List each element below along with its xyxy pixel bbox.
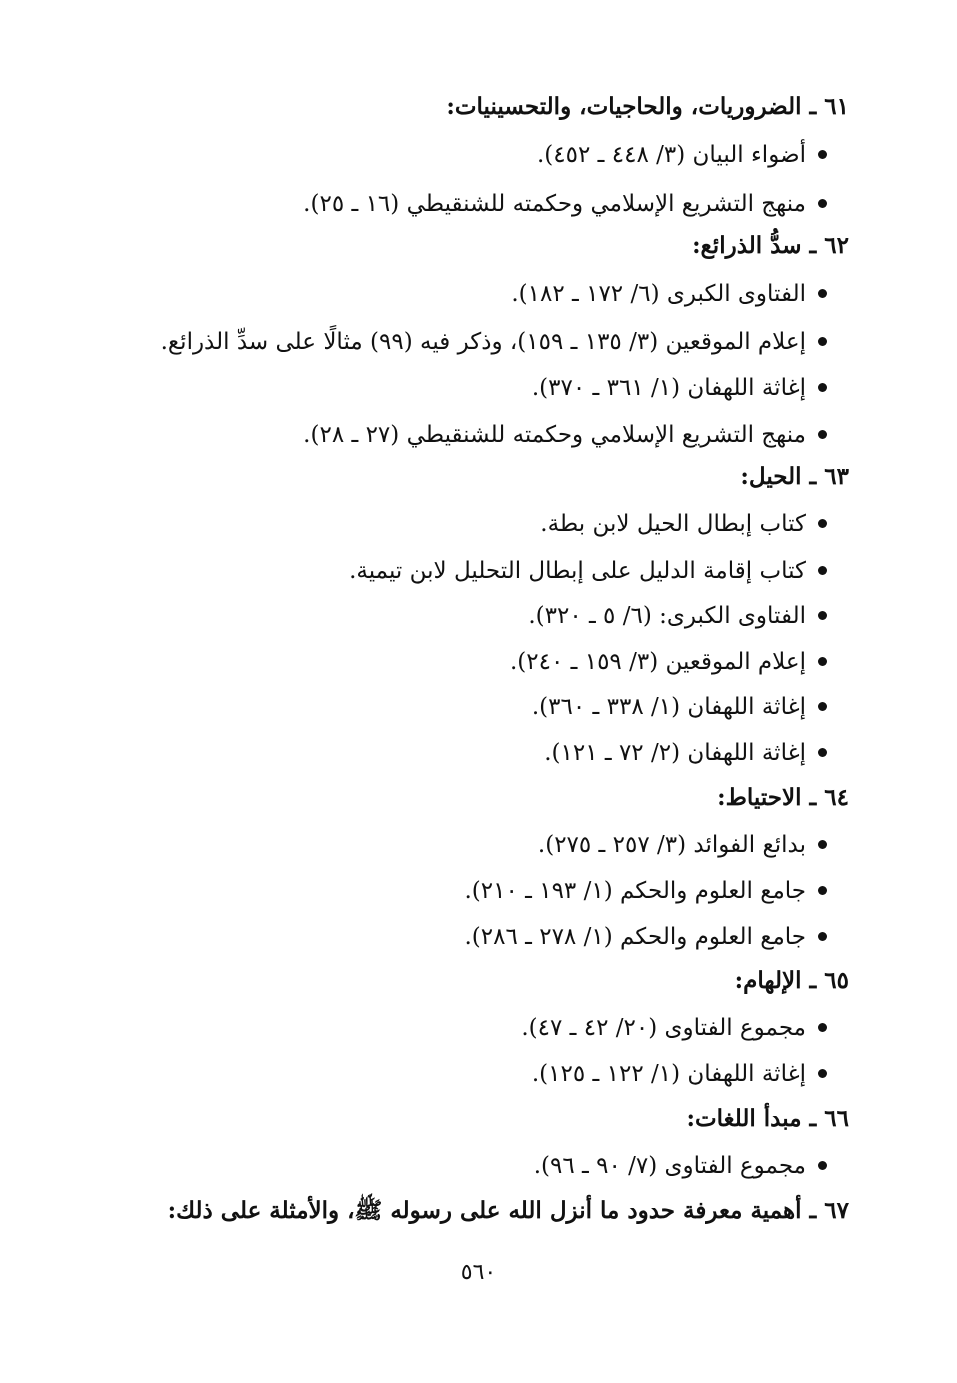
list-item — [532, 373, 827, 403]
bullet-icon — [818, 1023, 827, 1032]
bullet-icon — [818, 1069, 827, 1078]
list-item — [349, 556, 827, 586]
list-item — [538, 830, 827, 860]
bullet-icon — [818, 150, 827, 159]
list-item — [528, 601, 827, 631]
item-text: إعلام الموقعين (٣/ ١٣٥ ـ ١٥٩)، وذكر فيه (٩٩) مثالًا على سدِّ الذرائع. — [160, 329, 806, 355]
list-item — [532, 1059, 827, 1089]
item-text: جامع العلوم والحكم (١/ ١٩٣ ـ ٢١٠). — [464, 878, 806, 904]
list-item — [532, 692, 827, 722]
bullet-icon — [818, 702, 827, 711]
list-item — [510, 647, 827, 677]
item-text: بدائع الفوائد (٣/ ٢٥٧ ـ ٢٧٥). — [537, 832, 806, 858]
bullet-icon — [818, 383, 827, 392]
item-text: منهج التشريع الإسلامي وحكمته للشنقيطي (٢٧ ـ ٢٨). — [303, 422, 806, 448]
list-item — [161, 327, 827, 357]
bullet-icon — [818, 886, 827, 895]
list-item — [537, 140, 827, 170]
bullet-icon — [818, 566, 827, 575]
section-heading-67: ٦٧ ـ أهمية معرفة حدود ما أنزل الله على رسوله ﷺ، والأمثلة على ذلك: — [167, 1197, 849, 1224]
section-heading-64: ٦٤ ـ الاحتياط: — [717, 784, 849, 811]
section-heading-66: ٦٦ ـ مبدأ اللغات: — [686, 1105, 849, 1132]
bullet-icon — [818, 1161, 827, 1170]
item-text: الفتاوى الكبرى: (٦/ ٥ ـ ٣٢٠). — [528, 603, 806, 629]
bullet-icon — [818, 337, 827, 346]
bullet-icon — [818, 932, 827, 941]
bullet-icon — [818, 611, 827, 620]
bullet-icon — [818, 289, 827, 298]
section-heading-63: ٦٣ ـ الحيل: — [740, 463, 849, 490]
list-item — [540, 509, 827, 539]
list-item — [464, 876, 827, 906]
list-item — [544, 738, 827, 768]
list-item — [303, 420, 827, 450]
item-text: إغاثة اللهفان (٢/ ٧٢ ـ ١٢١). — [544, 740, 806, 766]
item-text: أضواء البيان (٣/ ٤٤٨ ـ ٤٥٢). — [537, 142, 806, 168]
item-text: إغاثة اللهفان (١/ ٣٣٨ ـ ٣٦٠). — [531, 694, 806, 720]
page-number: ٥٦٠ — [460, 1260, 497, 1285]
bullet-icon — [818, 430, 827, 439]
list-item — [464, 922, 827, 952]
section-heading-62: ٦٢ ـ سدُّ الذرائع: — [692, 232, 849, 259]
item-text: الفتاوى الكبرى (٦/ ١٧٢ ـ ١٨٢). — [511, 281, 806, 307]
item-text: كتاب إبطال الحيل لابن بطة. — [540, 511, 806, 537]
section-heading-61: ٦١ ـ الضروريات، والحاجيات، والتحسينيات: — [446, 93, 849, 120]
item-text: إعلام الموقعين (٣/ ١٥٩ ـ ٢٤٠). — [509, 649, 806, 675]
bullet-icon — [818, 519, 827, 528]
bullet-icon — [818, 657, 827, 666]
list-item — [303, 189, 827, 219]
list-item — [511, 279, 827, 309]
bullet-icon — [818, 748, 827, 757]
item-text: جامع العلوم والحكم (١/ ٢٧٨ ـ ٢٨٦). — [464, 924, 806, 950]
bullet-icon — [818, 199, 827, 208]
bullet-icon — [818, 840, 827, 849]
item-text: مجموع الفتاوى (٧/ ٩٠ ـ ٩٦). — [533, 1153, 806, 1179]
item-text: كتاب إقامة الدليل على إبطال التحليل لابن تيمية. — [349, 558, 806, 584]
item-text: إغاثة اللهفان (١/ ١٢٢ ـ ١٢٥). — [531, 1061, 806, 1087]
item-text: منهج التشريع الإسلامي وحكمته للشنقيطي (١٦ ـ ٢٥). — [303, 191, 806, 217]
item-text: مجموع الفتاوى (٢٠/ ٤٢ ـ ٤٧). — [521, 1015, 806, 1041]
list-item — [521, 1013, 827, 1043]
section-heading-65: ٦٥ ـ الإلهام: — [734, 967, 849, 994]
item-text: إغاثة اللهفان (١/ ٣٦١ ـ ٣٧٠). — [531, 375, 806, 401]
list-item — [534, 1151, 827, 1181]
